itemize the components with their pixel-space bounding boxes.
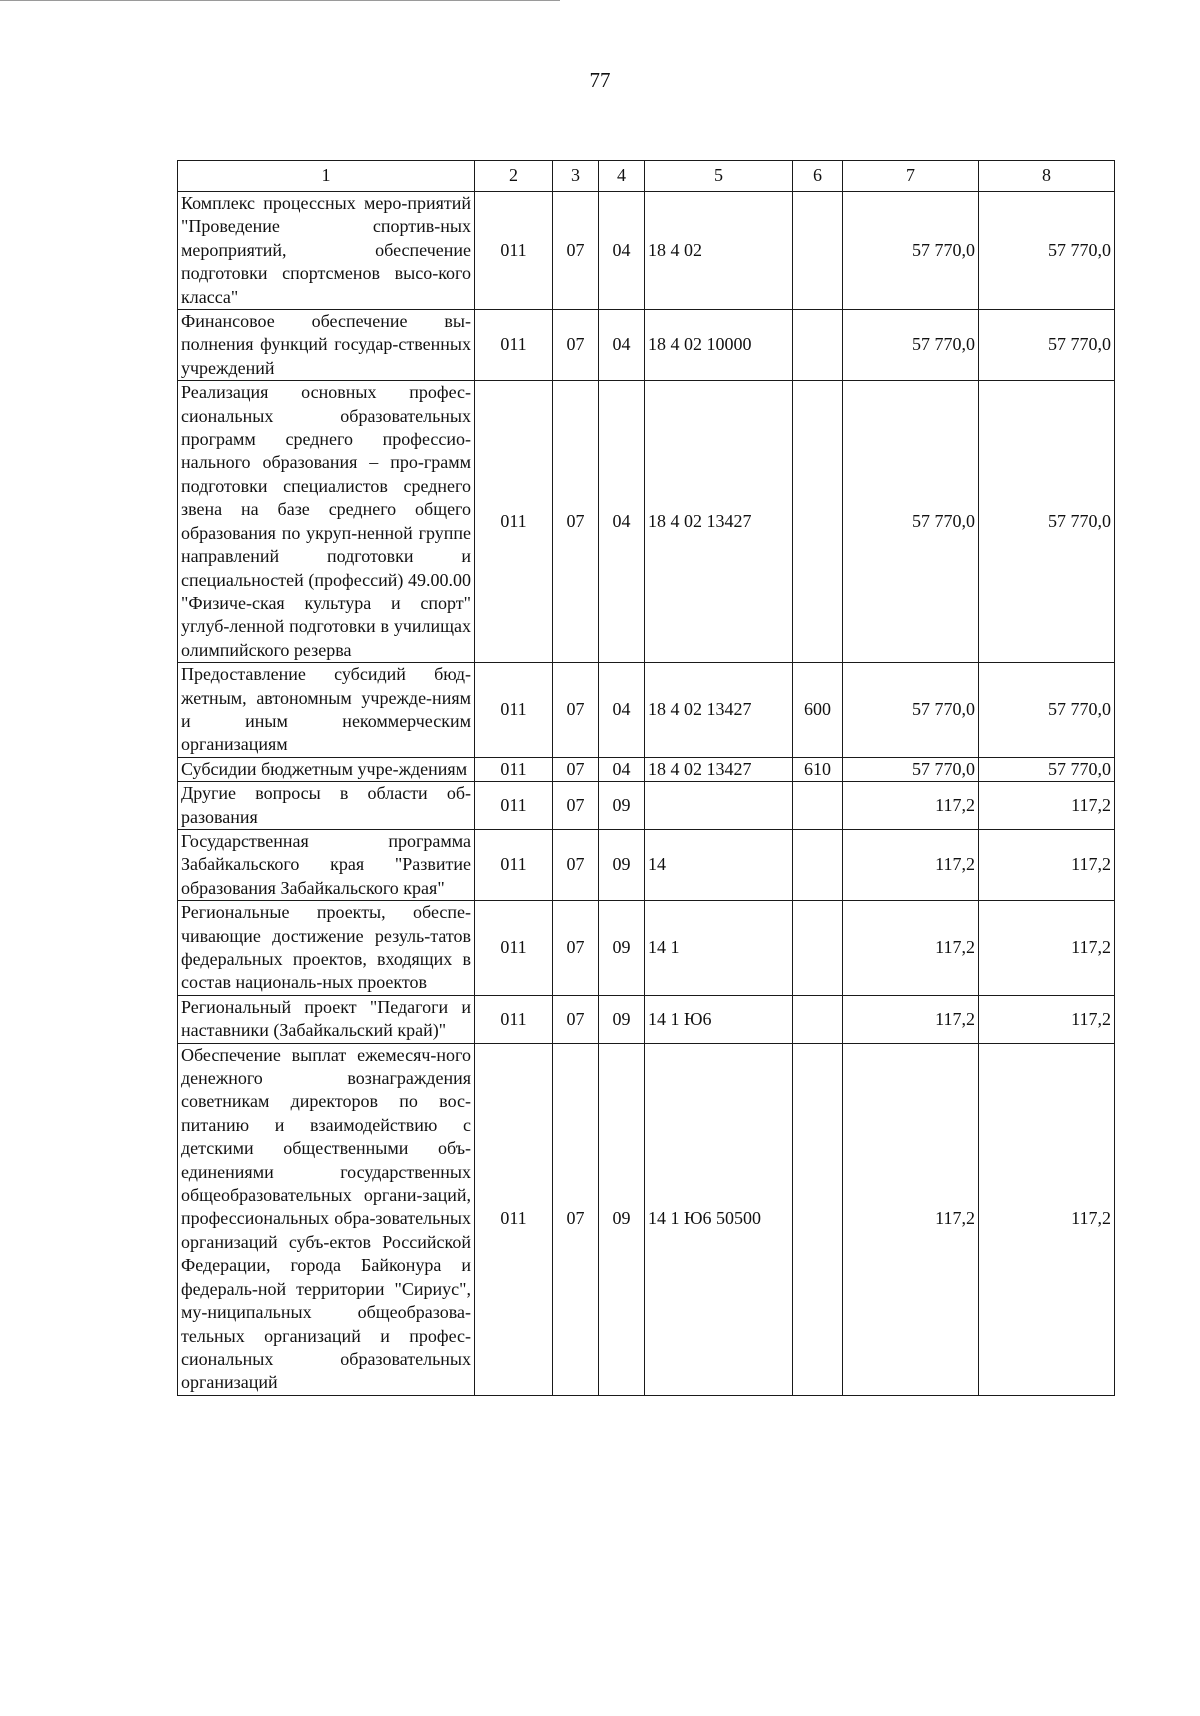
row-col5: 18 4 02 10000 (645, 310, 793, 381)
row-col5: 14 (645, 829, 793, 900)
header-row (178, 161, 1115, 192)
table-row (178, 829, 1115, 900)
row-col5: 18 4 02 13427 (645, 663, 793, 758)
row-col2: 011 (475, 901, 553, 996)
row-col4: 04 (599, 757, 645, 781)
row-col8: 57 770,0 (979, 663, 1115, 758)
row-col7: 117,2 (843, 1043, 979, 1395)
header-col-1: 1 (178, 161, 475, 192)
row-col3: 07 (553, 381, 599, 663)
row-col7: 57 770,0 (843, 310, 979, 381)
row-col4: 09 (599, 1043, 645, 1395)
row-name: Комплекс процессных меро-приятий "Проведение спортив-ных мероприятий, обеспечение подготовки спортсменов высо-кого класса" (178, 192, 475, 310)
top-scan-rule (0, 0, 560, 1)
row-col5: 18 4 02 (645, 192, 793, 310)
row-col7: 117,2 (843, 995, 979, 1043)
row-name: Государственная программа Забайкальского края "Развитие образования Забайкальского края" (178, 829, 475, 900)
row-col7: 57 770,0 (843, 757, 979, 781)
row-col2: 011 (475, 1043, 553, 1395)
row-col4: 09 (599, 995, 645, 1043)
row-col8: 117,2 (979, 995, 1115, 1043)
row-col8: 117,2 (979, 1043, 1115, 1395)
budget-table (177, 160, 1115, 1396)
row-col2: 011 (475, 782, 553, 830)
row-col6 (793, 1043, 843, 1395)
row-name: Другие вопросы в области об-разования (178, 782, 475, 830)
row-col6 (793, 310, 843, 381)
row-col4: 04 (599, 192, 645, 310)
row-col2: 011 (475, 310, 553, 381)
row-name: Финансовое обеспечение вы-полнения функций государ-ственных учреждений (178, 310, 475, 381)
row-col2: 011 (475, 663, 553, 758)
header-col-7: 7 (843, 161, 979, 192)
row-col8: 57 770,0 (979, 310, 1115, 381)
header-col-4: 4 (599, 161, 645, 192)
header-col-6: 6 (793, 161, 843, 192)
table-row (178, 757, 1115, 781)
row-col3: 07 (553, 829, 599, 900)
table-row (178, 310, 1115, 381)
row-col6: 600 (793, 663, 843, 758)
row-col6 (793, 192, 843, 310)
row-col3: 07 (553, 310, 599, 381)
table-row (178, 995, 1115, 1043)
row-name: Обеспечение выплат ежемесяч-ного денежного вознаграждения советникам директоров по вос-питанию и взаимодействию с детскими общественными объ-единениями государственных общеобразовательных органи-заций, профессиональных обра-зовательных организаций субъ-ектов Российской Федерации, города Байконура и федераль-ной территории "Сириус", му-ниципальных общеобразова-тельных организаций и профес-сиональных образовательных организаций (178, 1043, 475, 1395)
table-row (178, 381, 1115, 663)
row-col4: 09 (599, 901, 645, 996)
row-col5: 14 1 Ю6 50500 (645, 1043, 793, 1395)
row-col6 (793, 381, 843, 663)
row-col3: 07 (553, 782, 599, 830)
row-col2: 011 (475, 381, 553, 663)
row-col3: 07 (553, 901, 599, 996)
header-col-3: 3 (553, 161, 599, 192)
header-col-8: 8 (979, 161, 1115, 192)
row-col7: 57 770,0 (843, 663, 979, 758)
row-col6: 610 (793, 757, 843, 781)
header-col-5: 5 (645, 161, 793, 192)
row-col6 (793, 782, 843, 830)
row-col4: 09 (599, 782, 645, 830)
row-col5: 14 1 Ю6 (645, 995, 793, 1043)
row-col2: 011 (475, 829, 553, 900)
row-col8: 57 770,0 (979, 757, 1115, 781)
row-col7: 117,2 (843, 782, 979, 830)
row-col5: 14 1 (645, 901, 793, 996)
row-col4: 04 (599, 663, 645, 758)
row-col7: 57 770,0 (843, 381, 979, 663)
row-col4: 04 (599, 310, 645, 381)
table-row (178, 901, 1115, 996)
row-col6 (793, 901, 843, 996)
row-name: Региональные проекты, обеспе-чивающие достижение резуль-татов федеральных проектов, входящих в состав националь-ных проектов (178, 901, 475, 996)
row-name: Реализация основных профес-сиональных образовательных программ среднего профессио-нального образования – про-грамм подготовки специалистов среднего звена на базе среднего общего образования по укруп-ненной группе направлений подготовки и специальностей (профессий) 49.00.00 "Физиче-ская культура и спорт" углуб-ленной подготовки в училищах олимпийского резерва (178, 381, 475, 663)
row-col4: 04 (599, 381, 645, 663)
row-col5: 18 4 02 13427 (645, 757, 793, 781)
row-col7: 57 770,0 (843, 192, 979, 310)
row-col2: 011 (475, 192, 553, 310)
row-col8: 117,2 (979, 782, 1115, 830)
row-col6 (793, 829, 843, 900)
row-col5: 18 4 02 13427 (645, 381, 793, 663)
row-col7: 117,2 (843, 901, 979, 996)
row-col8: 117,2 (979, 829, 1115, 900)
row-col3: 07 (553, 192, 599, 310)
row-name: Предоставление субсидий бюд-жетным, автономным учрежде-ниям и иным некоммерческим организациям (178, 663, 475, 758)
row-col7: 117,2 (843, 829, 979, 900)
row-col8: 57 770,0 (979, 192, 1115, 310)
row-name: Региональный проект "Педагоги и наставники (Забайкальский край)" (178, 995, 475, 1043)
row-col3: 07 (553, 995, 599, 1043)
row-col3: 07 (553, 663, 599, 758)
table-row (178, 782, 1115, 830)
row-col8: 117,2 (979, 901, 1115, 996)
row-col2: 011 (475, 995, 553, 1043)
page-number: 77 (589, 68, 611, 92)
header-col-2: 2 (475, 161, 553, 192)
row-col2: 011 (475, 757, 553, 781)
table-row (178, 663, 1115, 758)
row-col5 (645, 782, 793, 830)
row-name: Субсидии бюджетным учре-ждениям (178, 757, 475, 781)
table-row (178, 1043, 1115, 1395)
row-col8: 57 770,0 (979, 381, 1115, 663)
row-col4: 09 (599, 829, 645, 900)
table-row (178, 192, 1115, 310)
row-col6 (793, 995, 843, 1043)
row-col3: 07 (553, 757, 599, 781)
row-col3: 07 (553, 1043, 599, 1395)
